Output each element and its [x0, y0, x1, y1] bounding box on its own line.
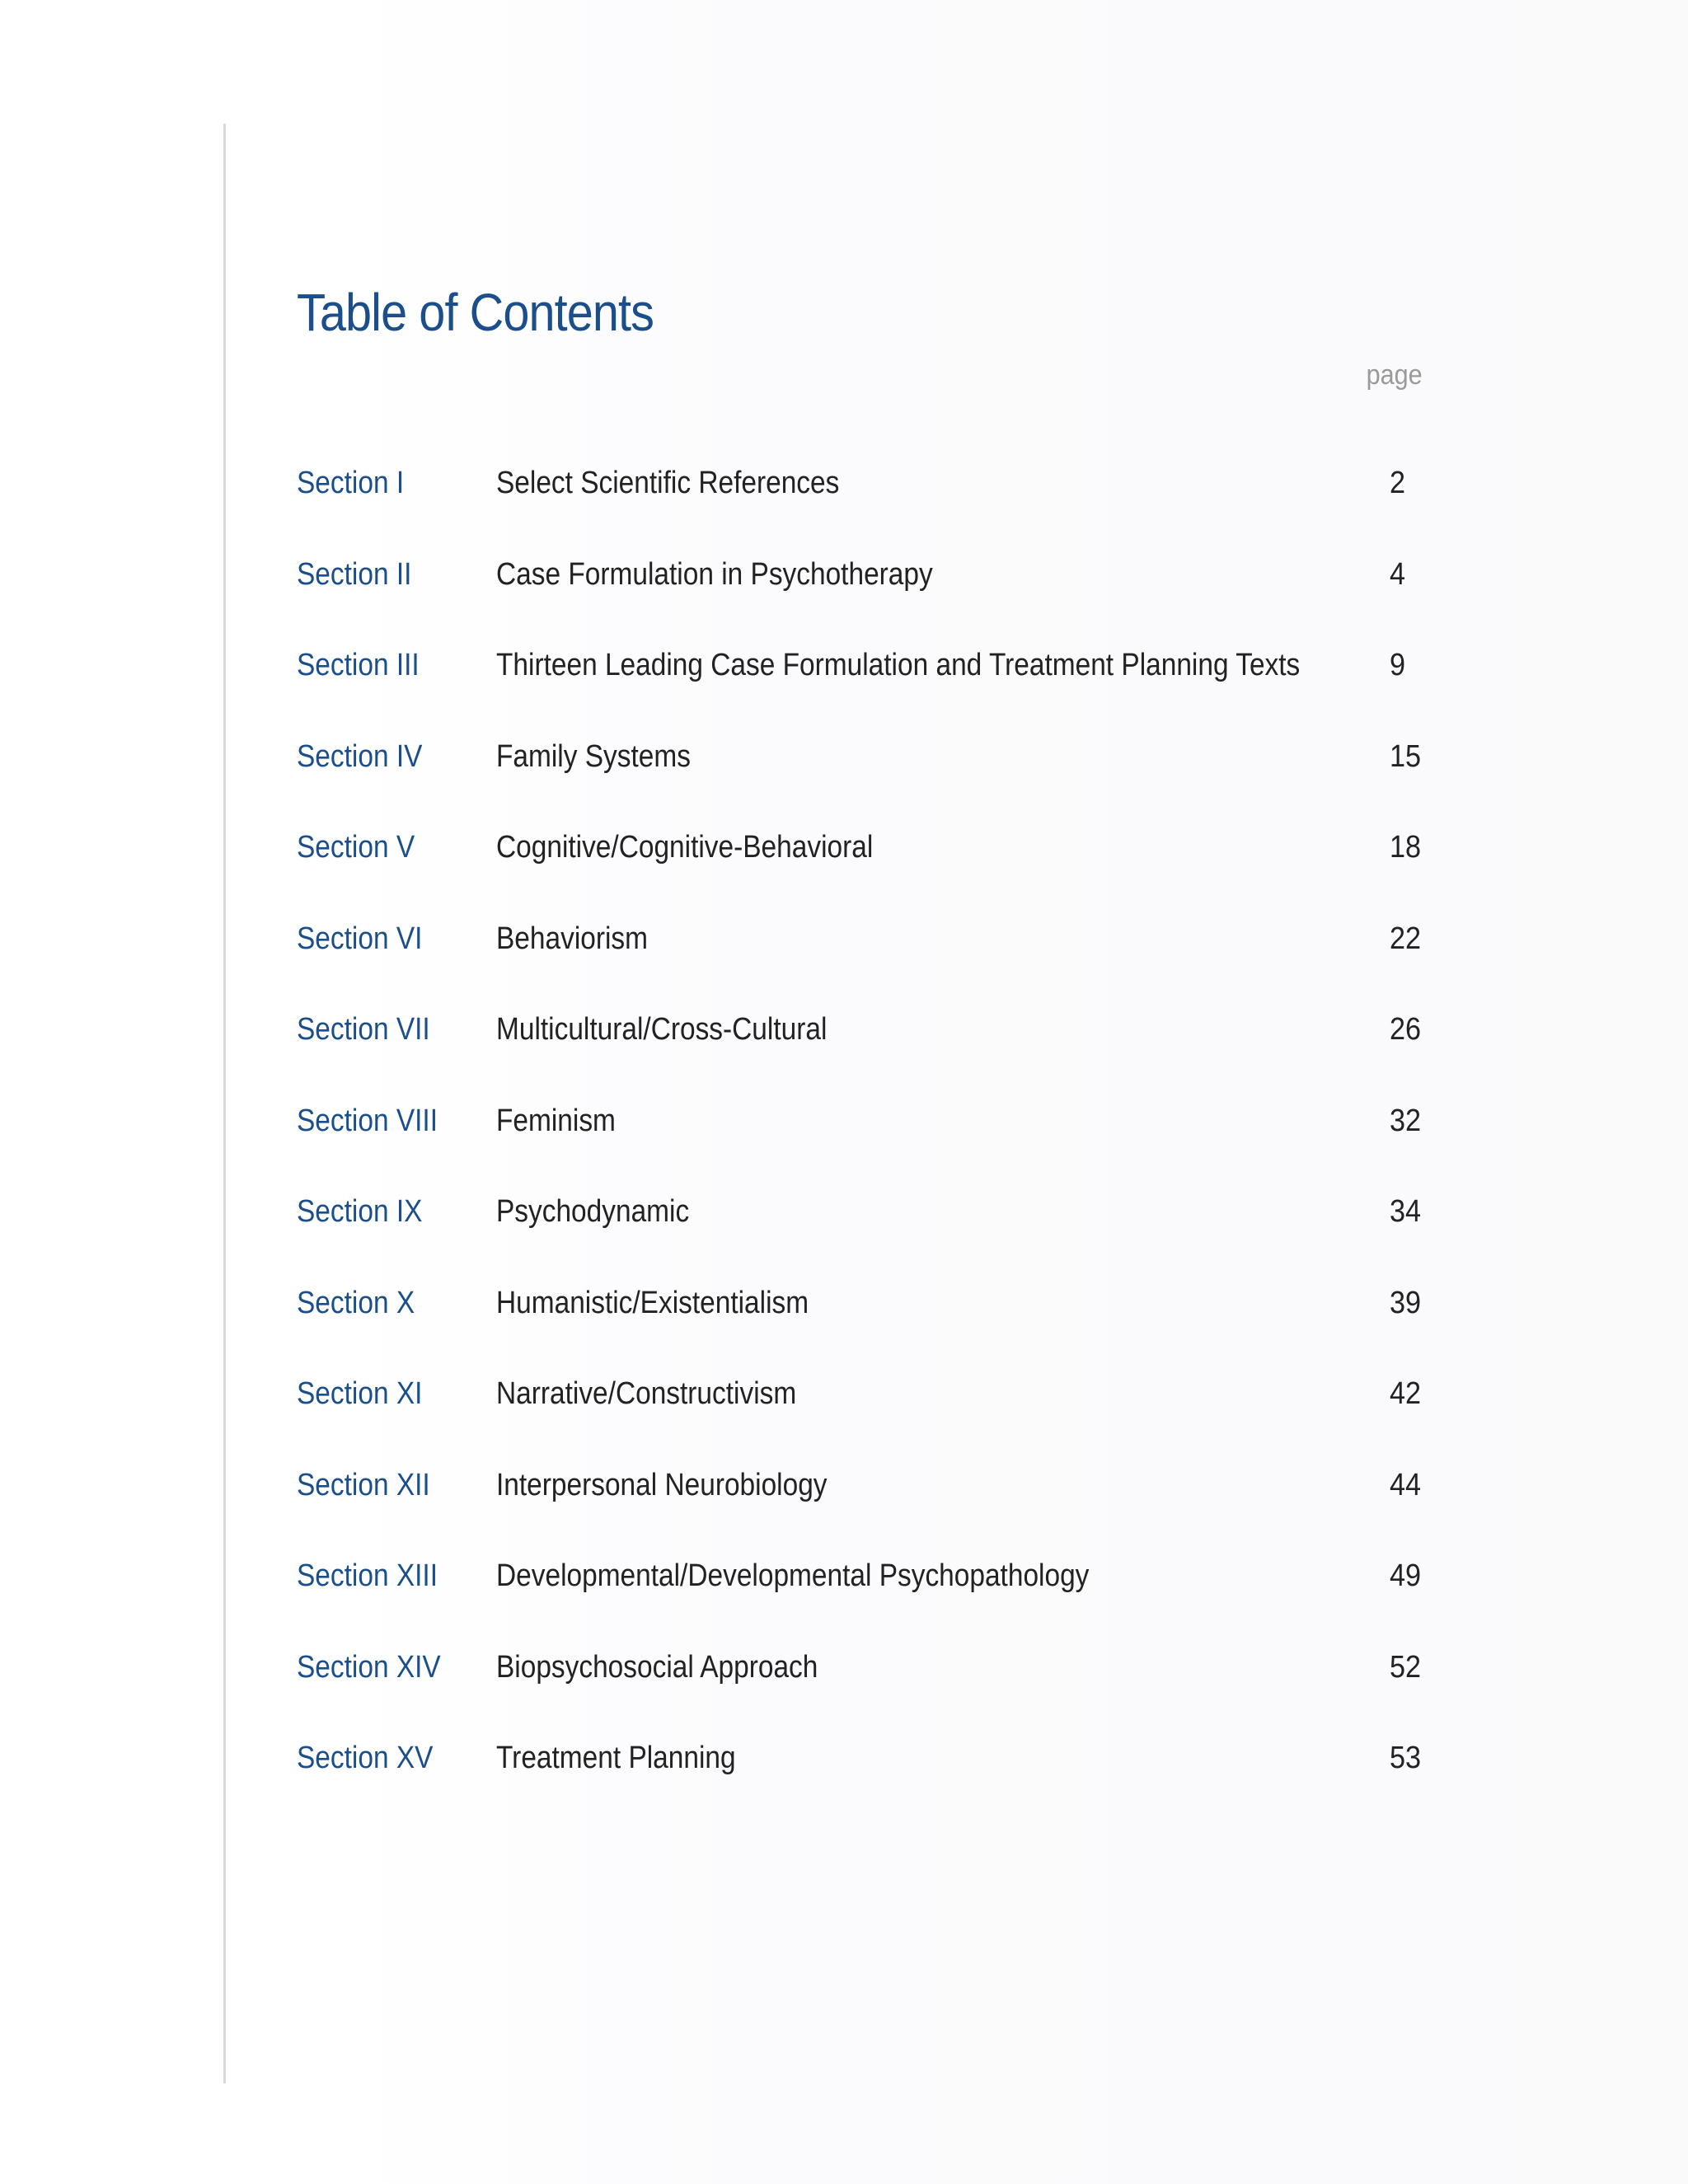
toc-entry-title: Interpersonal Neurobiology [496, 1467, 828, 1502]
toc-entry-title: Treatment Planning [496, 1741, 736, 1775]
toc-section-label: Section I [297, 466, 405, 500]
toc-entry-section-xiii[interactable] [297, 1549, 1423, 1641]
toc-entry-title: Humanistic/Existentialism [496, 1285, 809, 1320]
margin-rule [223, 124, 226, 2083]
toc-entry-title: Thirteen Leading Case Formulation and Treatment Planning Texts [496, 648, 1301, 682]
toc-section-label: Section VII [297, 1012, 430, 1047]
toc-section-label: Section XV [297, 1741, 434, 1775]
toc-page-number: 22 [1390, 921, 1422, 956]
toc-entry-section-xi[interactable] [297, 1367, 1423, 1459]
toc-entry-title: Case Formulation in Psychotherapy [496, 556, 933, 592]
toc-page-number: 44 [1390, 1467, 1422, 1502]
toc-entry-section-viii[interactable] [297, 1094, 1423, 1186]
toc-page-number: 2 [1390, 466, 1406, 500]
toc-section-label: Section XII [297, 1467, 430, 1502]
toc-page-number: 15 [1390, 738, 1422, 774]
toc-entry-section-ii[interactable] [297, 548, 1423, 640]
toc-section-label: Section XI [297, 1376, 423, 1411]
toc-entry-section-vii[interactable] [297, 1003, 1423, 1094]
toc-page-number: 34 [1390, 1194, 1422, 1229]
toc-page-number: 52 [1390, 1649, 1422, 1685]
toc-entry-title: Select Scientific References [496, 466, 840, 500]
page-title: Table of Contents [297, 283, 654, 342]
toc-section-label: Section XIV [297, 1649, 441, 1685]
toc-page-number: 49 [1390, 1558, 1422, 1593]
toc-entry-section-x[interactable] [297, 1277, 1423, 1368]
toc-section-label: Section VIII [297, 1103, 438, 1138]
page-column-label: page [1366, 359, 1423, 391]
toc-page-number: 32 [1390, 1103, 1422, 1138]
toc-entry-title: Narrative/Constructivism [496, 1376, 797, 1411]
toc-entry-title: Feminism [496, 1103, 616, 1138]
toc-entry-section-i[interactable] [297, 457, 1423, 548]
toc-section-label: Section II [297, 556, 412, 592]
toc-section-label: Section III [297, 648, 420, 682]
toc-page-number: 9 [1390, 648, 1406, 682]
toc-entry-title: Developmental/Developmental Psychopathology [496, 1558, 1090, 1593]
toc-entry-section-xii[interactable] [297, 1459, 1423, 1550]
toc-entry-title: Behaviorism [496, 921, 648, 956]
toc-entry-section-xiv[interactable] [297, 1641, 1423, 1732]
toc-section-label: Section VI [297, 921, 423, 956]
toc-section-label: Section X [297, 1285, 415, 1320]
toc-entry-title: Family Systems [496, 738, 691, 774]
toc-section-label: Section V [297, 830, 415, 865]
table-of-contents [297, 457, 1423, 1823]
toc-entry-title: Psychodynamic [496, 1194, 690, 1229]
toc-page-number: 26 [1390, 1012, 1422, 1047]
toc-page-number: 39 [1390, 1285, 1422, 1320]
toc-section-label: Section IV [297, 738, 423, 774]
toc-entry-section-vi[interactable] [297, 912, 1423, 1004]
toc-entry-title: Cognitive/Cognitive-Behavioral [496, 830, 874, 865]
toc-entry-section-xv[interactable] [297, 1732, 1423, 1823]
toc-entry-section-ix[interactable] [297, 1185, 1423, 1277]
toc-entry-section-iv[interactable] [297, 730, 1423, 822]
toc-page-number: 42 [1390, 1376, 1422, 1411]
toc-page-number: 18 [1390, 830, 1422, 865]
toc-entry-title: Biopsychosocial Approach [496, 1649, 818, 1685]
toc-page-number: 53 [1390, 1741, 1422, 1775]
toc-entry-section-v[interactable] [297, 821, 1423, 912]
toc-section-label: Section XIII [297, 1558, 438, 1593]
toc-page-number: 4 [1390, 556, 1406, 592]
toc-entry-section-iii[interactable] [297, 639, 1423, 730]
toc-entry-title: Multicultural/Cross-Cultural [496, 1012, 828, 1047]
toc-section-label: Section IX [297, 1194, 423, 1229]
